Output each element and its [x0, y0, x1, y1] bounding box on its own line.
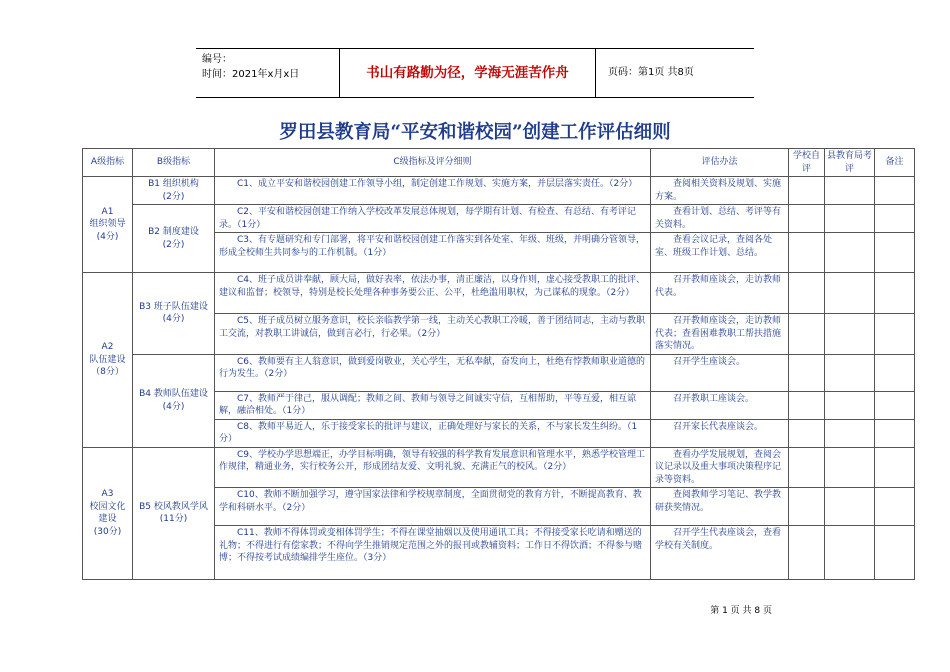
- c-indicator-cell: C8、教师平易近人，乐于接受家长的批评与建议，正确处理好与家长的关系，不与家长发生纠纷。（1分）: [215, 419, 651, 447]
- remark-cell: [875, 354, 915, 391]
- a-name: 队伍建设: [89, 354, 126, 365]
- b-score: (2分): [162, 239, 185, 250]
- c-indicator-cell: C6、教师要有主人翁意识，做到爱岗敬业，关心学生，无私奉献，奋发向上，杜绝有悖教师职业道德的行为发生。（2分）: [215, 354, 651, 391]
- county-eval-cell: [825, 273, 875, 314]
- column-header: 县教育局考评: [825, 149, 875, 177]
- b-code: B3: [139, 301, 151, 312]
- page-footer: 第 1 页 共 8 页: [710, 606, 772, 616]
- header-motto: 书山有路勤为径，学海无涯苦作舟: [339, 49, 596, 97]
- a-score: (30分): [93, 526, 122, 537]
- method-cell: 查阅相关资料及规划、实施方案。: [651, 177, 789, 205]
- b-name: 班子队伍建设: [153, 301, 208, 312]
- c-indicator-cell: C5、班子成员树立服务意识，校长亲临教学第一线，主动关心教职工冷暖，善于团结同志，主动与教职工交流，对教职工讲诚信，做到言必行，行必果。（2分）: [215, 314, 651, 355]
- remark-cell: [875, 273, 915, 314]
- a-code: A3: [101, 489, 114, 500]
- b-indicator-cell: [133, 273, 215, 355]
- county-eval-cell: [825, 205, 875, 233]
- column-header: C级指标及评分细则: [215, 149, 651, 177]
- self-eval-cell: [789, 177, 825, 205]
- remark-cell: [875, 233, 915, 273]
- self-eval-cell: [789, 419, 825, 447]
- column-header: A级指标: [83, 149, 133, 177]
- remark-cell: [875, 205, 915, 233]
- method-cell: 召开教师座谈会，走访教师代表。: [651, 273, 789, 314]
- header-page-info: 页码：第1页 共8页: [608, 67, 694, 78]
- b-code: B2: [148, 227, 160, 237]
- county-eval-cell: [825, 526, 875, 580]
- county-eval-cell: [825, 419, 875, 447]
- c-indicator-cell: C3、有专题研究和专门部署，将平安和谐校园创建工作落实到各处室、年级、班级，并明确分管领导，形成全校师生共同参与的工作机制。（1分）: [215, 233, 651, 273]
- b-indicator-cell: [133, 177, 215, 205]
- b-name: 教师队伍建设: [153, 389, 208, 399]
- b-name: 制度建设: [162, 227, 199, 237]
- header-left: [202, 52, 299, 82]
- remark-cell: [875, 391, 915, 419]
- b-code: B4: [139, 389, 151, 399]
- county-eval-cell: [825, 391, 875, 419]
- page-title: 罗田县教育局“平安和谐校园”创建工作评估细则: [279, 122, 671, 143]
- table-row: [83, 354, 915, 391]
- county-eval-cell: [825, 233, 875, 273]
- method-cell: 召开家长代表座谈会。: [651, 419, 789, 447]
- c-indicator-cell: C7、教师严于律己，服从调配；教师之间、教师与领导之间诚实守信，互相帮助，平等互爱，相互谅解，融洽相处。（1分）: [215, 391, 651, 419]
- self-eval-cell: [789, 314, 825, 355]
- self-eval-cell: [789, 354, 825, 391]
- b-code: B5: [139, 501, 151, 512]
- table-row: [83, 447, 915, 488]
- method-cell: 查阅教师学习笔记、教学教研获奖情况。: [651, 488, 789, 526]
- column-header: 学校自评: [789, 149, 825, 177]
- a-indicator-cell: [83, 273, 133, 448]
- b-score: (4分): [162, 401, 185, 412]
- method-cell: 召开学生代表座谈会，查看学校有关制度。: [651, 526, 789, 580]
- method-cell: 召开教师座谈会，走访教师代表；查看困难教职工帮扶措施落实情况。: [651, 314, 789, 355]
- c-indicator-cell: C2、平安和谐校园创建工作纳入学校改革发展总体规划，每学期有计划、有检查、有总结、有考评记录。（1分）: [215, 205, 651, 233]
- self-eval-cell: [789, 526, 825, 580]
- b-indicator-cell: [133, 354, 215, 447]
- a-indicator-cell: [83, 447, 133, 580]
- table-row: [83, 273, 915, 314]
- method-cell: 召开教职工座谈会。: [651, 391, 789, 419]
- county-eval-cell: [825, 177, 875, 205]
- column-header: B级指标: [133, 149, 215, 177]
- b-indicator-cell: [133, 447, 215, 580]
- a-name: 校园文化建设: [89, 501, 126, 525]
- b-score: (4分): [162, 314, 185, 325]
- c-indicator-cell: C1、成立平安和谐校园创建工作领导小组，制定创建工作规划、实施方案，并层层落实责任。（2分）: [215, 177, 651, 205]
- remark-cell: [875, 526, 915, 580]
- remark-cell: [875, 314, 915, 355]
- c-indicator-cell: C4、班子成员讲奉献，顾大局，做好表率，依法办事，清正廉洁，以身作则，虚心接受教职工的批评、建议和监督；校领导，特别是校长处理各种事务要公正、公平，杜绝滥用职权，为己谋私的现象。（2分）: [215, 273, 651, 314]
- county-eval-cell: [825, 488, 875, 526]
- b-score: (11分): [159, 514, 188, 525]
- table-header-row: [83, 149, 915, 177]
- a-name: 组织领导: [89, 219, 126, 230]
- b-code: B1: [148, 179, 160, 189]
- b-indicator-cell: [133, 205, 215, 273]
- method-cell: 查看会议记录，查阅各处室、班级工作计划、总结。: [651, 233, 789, 273]
- table-row: [83, 177, 915, 205]
- column-header: 评估办法: [651, 149, 789, 177]
- b-name: 组织机构: [162, 179, 199, 189]
- a-score: (4分): [96, 231, 119, 242]
- self-eval-cell: [789, 488, 825, 526]
- method-cell: 查看办学发展规划，查阅会议记录以及重大事项决策程序记录等资料。: [651, 447, 789, 488]
- self-eval-cell: [789, 447, 825, 488]
- document-header: [196, 48, 754, 98]
- county-eval-cell: [825, 447, 875, 488]
- method-cell: 召开学生座谈会。: [651, 354, 789, 391]
- a-code: A2: [101, 342, 114, 352]
- a-score: （8分）: [91, 367, 124, 377]
- a-indicator-cell: [83, 177, 133, 273]
- remark-cell: [875, 177, 915, 205]
- remark-cell: [875, 419, 915, 447]
- remark-cell: [875, 447, 915, 488]
- county-eval-cell: [825, 354, 875, 391]
- self-eval-cell: [789, 273, 825, 314]
- b-score: (2分): [162, 191, 185, 202]
- number-label: 编号：: [202, 54, 232, 65]
- date-label: 时间：2021年x月x日: [202, 69, 300, 80]
- evaluation-table: [82, 148, 915, 580]
- remark-cell: [875, 488, 915, 526]
- c-indicator-cell: C11、教师不得体罚或变相体罚学生；不得在课堂抽烟以及使用通讯工具；不得接受家长吃请和赠送的礼物；不得进行有偿家教；不得向学生推销规定范围之外的报刊或教辅资料；工作日不得饮酒；不得参与赌博；不得按考试成绩编排学生座位。（3分）: [215, 526, 651, 580]
- self-eval-cell: [789, 205, 825, 233]
- column-header: 备注: [875, 149, 915, 177]
- c-indicator-cell: C9、学校办学思想端正，办学目标明确，领导有较强的科学教育发展意识和管理水平，熟悉学校管理工作规律，精通业务，实行校务公开，形成团结友爱、文明礼貌、充满正气的校风。（2分）: [215, 447, 651, 488]
- self-eval-cell: [789, 233, 825, 273]
- county-eval-cell: [825, 314, 875, 355]
- method-cell: 查看计划、总结、考评等有关资料。: [651, 205, 789, 233]
- self-eval-cell: [789, 391, 825, 419]
- a-code: A1: [101, 206, 114, 217]
- table-row: [83, 205, 915, 233]
- c-indicator-cell: C10、教师不断加强学习，遵守国家法律和学校规章制度，全面贯彻党的教育方针，不断提高教育、教学和科研水平。（2分）: [215, 488, 651, 526]
- b-name: 校风教风学风: [153, 501, 208, 512]
